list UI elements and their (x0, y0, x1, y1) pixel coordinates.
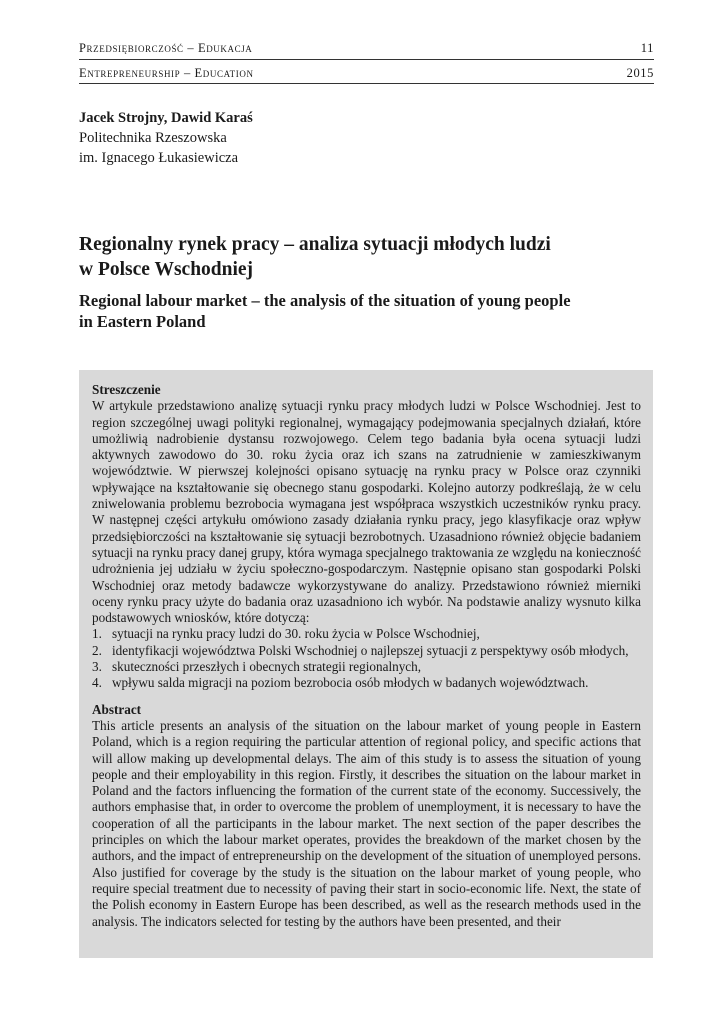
list-item-text: wpływu salda migracji na poziom bezrobocia osób młodych w badanych województwach. (112, 675, 589, 691)
author-block (79, 108, 253, 168)
title-polish-line-2: w Polsce Wschodniej (79, 259, 254, 280)
journal-name-pl: Przedsiębiorczość – Edukacja (79, 41, 253, 55)
title-polish (79, 232, 639, 282)
list-item (92, 643, 641, 659)
affiliation-line-2: im. Ignacego Łukasiewicza (79, 150, 239, 166)
abstract-text: This article presents an analysis of the situation on the labour market of young people in Eastern Poland, which is a region requiring the particular attention of regional policy, and specific actions that will allow making up developmental delays. The aim of this study is to assess the situation of young people and their employability in this region. Firstly, it describes the situation on the labour market in Poland and the factors influencing the formation of the current state of the economy. Successively, the authors emphasise that, in order to overcome the problem of unemployment, it is necessary to have the cooperation of all the participants in the labour market. The next section of the paper describes the principles on which the labour market operates, provides the breakdown of the market chosen by the authors, and the impact of entrepreneurship on the development of the situation of unemployed persons. Also justified for coverage by the study is the situation on the labour market of young people, who require special treatment due to necessity of paving their start in socio-economic life. Next, the state of the Polish economy in Eastern Europe has been described, as well as the research methods used in the analysis. The indicators selected for testing by the authors have been presented, and their (92, 717, 641, 929)
list-item-number: 4. (92, 675, 102, 691)
title-english (79, 290, 639, 332)
list-item (92, 626, 641, 642)
section-spacer (92, 692, 641, 702)
streszczenie-text: W artykule przedstawiono analizę sytuacji rynku pracy młodych ludzi w Polsce Wschodniej. Jest to region szczególnej uwagi polityki regionalnej, wymagający podejmowania specjalnych działań, które umożliwią nadrobienie dystansu rozwojowego. Celem tego badania była ocena sytuacji ludzi aktywnych zawodowo do 30. roku życia oraz ich szans na zatrudnienie w zamieszkiwanym województwie. W pierwszej kolejności opisano sytuację na rynku pracy w Polsce oraz czynniki wpływające na kształtowanie się obecnego stanu gospodarki. Kolejno autorzy podkreślają, że w celu zniwelowania problemu bezrobocia wymagana jest współpraca wszystkich uczestników rynku pracy. W następnej części artykułu omówiono zasady działania rynku pracy, jego klasyfikacje oraz wpływ przedsiębiorczości na kształtowanie się sytuacji bezrobotnych. Uzasadniono również objęcie badaniem sytuacji na rynku pracy danej grupy, która wymaga specjalnego traktowania ze względu na konieczność udrożnienia jej udziału w życiu społeczno-gospodarczym. Następnie opisano stan gospodarki Polski Wschodniej oraz metody badawcze wykorzystywane do analizy. Przedstawiono również mierniki oceny rynku pracy użyte do badania oraz uzasadniono ich wybór. Na podstawie analizy wysnuto kilka podstawowych wniosków, które dotyczą: (92, 398, 641, 626)
streszczenie-points (92, 626, 641, 691)
journal-header-pl (79, 41, 654, 56)
list-item-number: 3. (92, 659, 102, 675)
abstract-heading: Abstract (92, 701, 142, 717)
list-item (92, 659, 641, 675)
list-item-number: 2. (92, 642, 102, 658)
list-item (92, 675, 641, 691)
publication-year: 2015 (626, 66, 654, 80)
issue-number: 11 (640, 41, 654, 55)
affiliation-line-1: Politechnika Rzeszowska (79, 130, 227, 146)
title-english-line-2: in Eastern Poland (79, 312, 206, 331)
list-item-text: skuteczności przeszłych i obecnych strategii regionalnych, (112, 659, 422, 675)
journal-name-en: Entrepreneurship – Education (79, 66, 254, 80)
title-english-line-1: Regional labour market – the analysis of the situation of young people (79, 291, 571, 310)
header-rule-top (79, 59, 654, 60)
abstract-box (79, 370, 653, 958)
journal-header-en (79, 66, 654, 81)
list-item-number: 1. (92, 626, 102, 642)
list-item-text: identyfikacji województwa Polski Wschodniej o najlepszej sytuacji z perspektywy osób młodych, (112, 642, 629, 658)
header-rule-bottom (79, 83, 654, 84)
list-item-text: sytuacji na rynku pracy ludzi do 30. roku życia w Polsce Wschodniej, (112, 626, 480, 642)
streszczenie-heading: Streszczenie (92, 382, 161, 397)
author-names: Jacek Strojny, Dawid Karaś (79, 110, 253, 126)
title-polish-line-1: Regionalny rynek pracy – analiza sytuacji młodych ludzi (79, 234, 551, 255)
